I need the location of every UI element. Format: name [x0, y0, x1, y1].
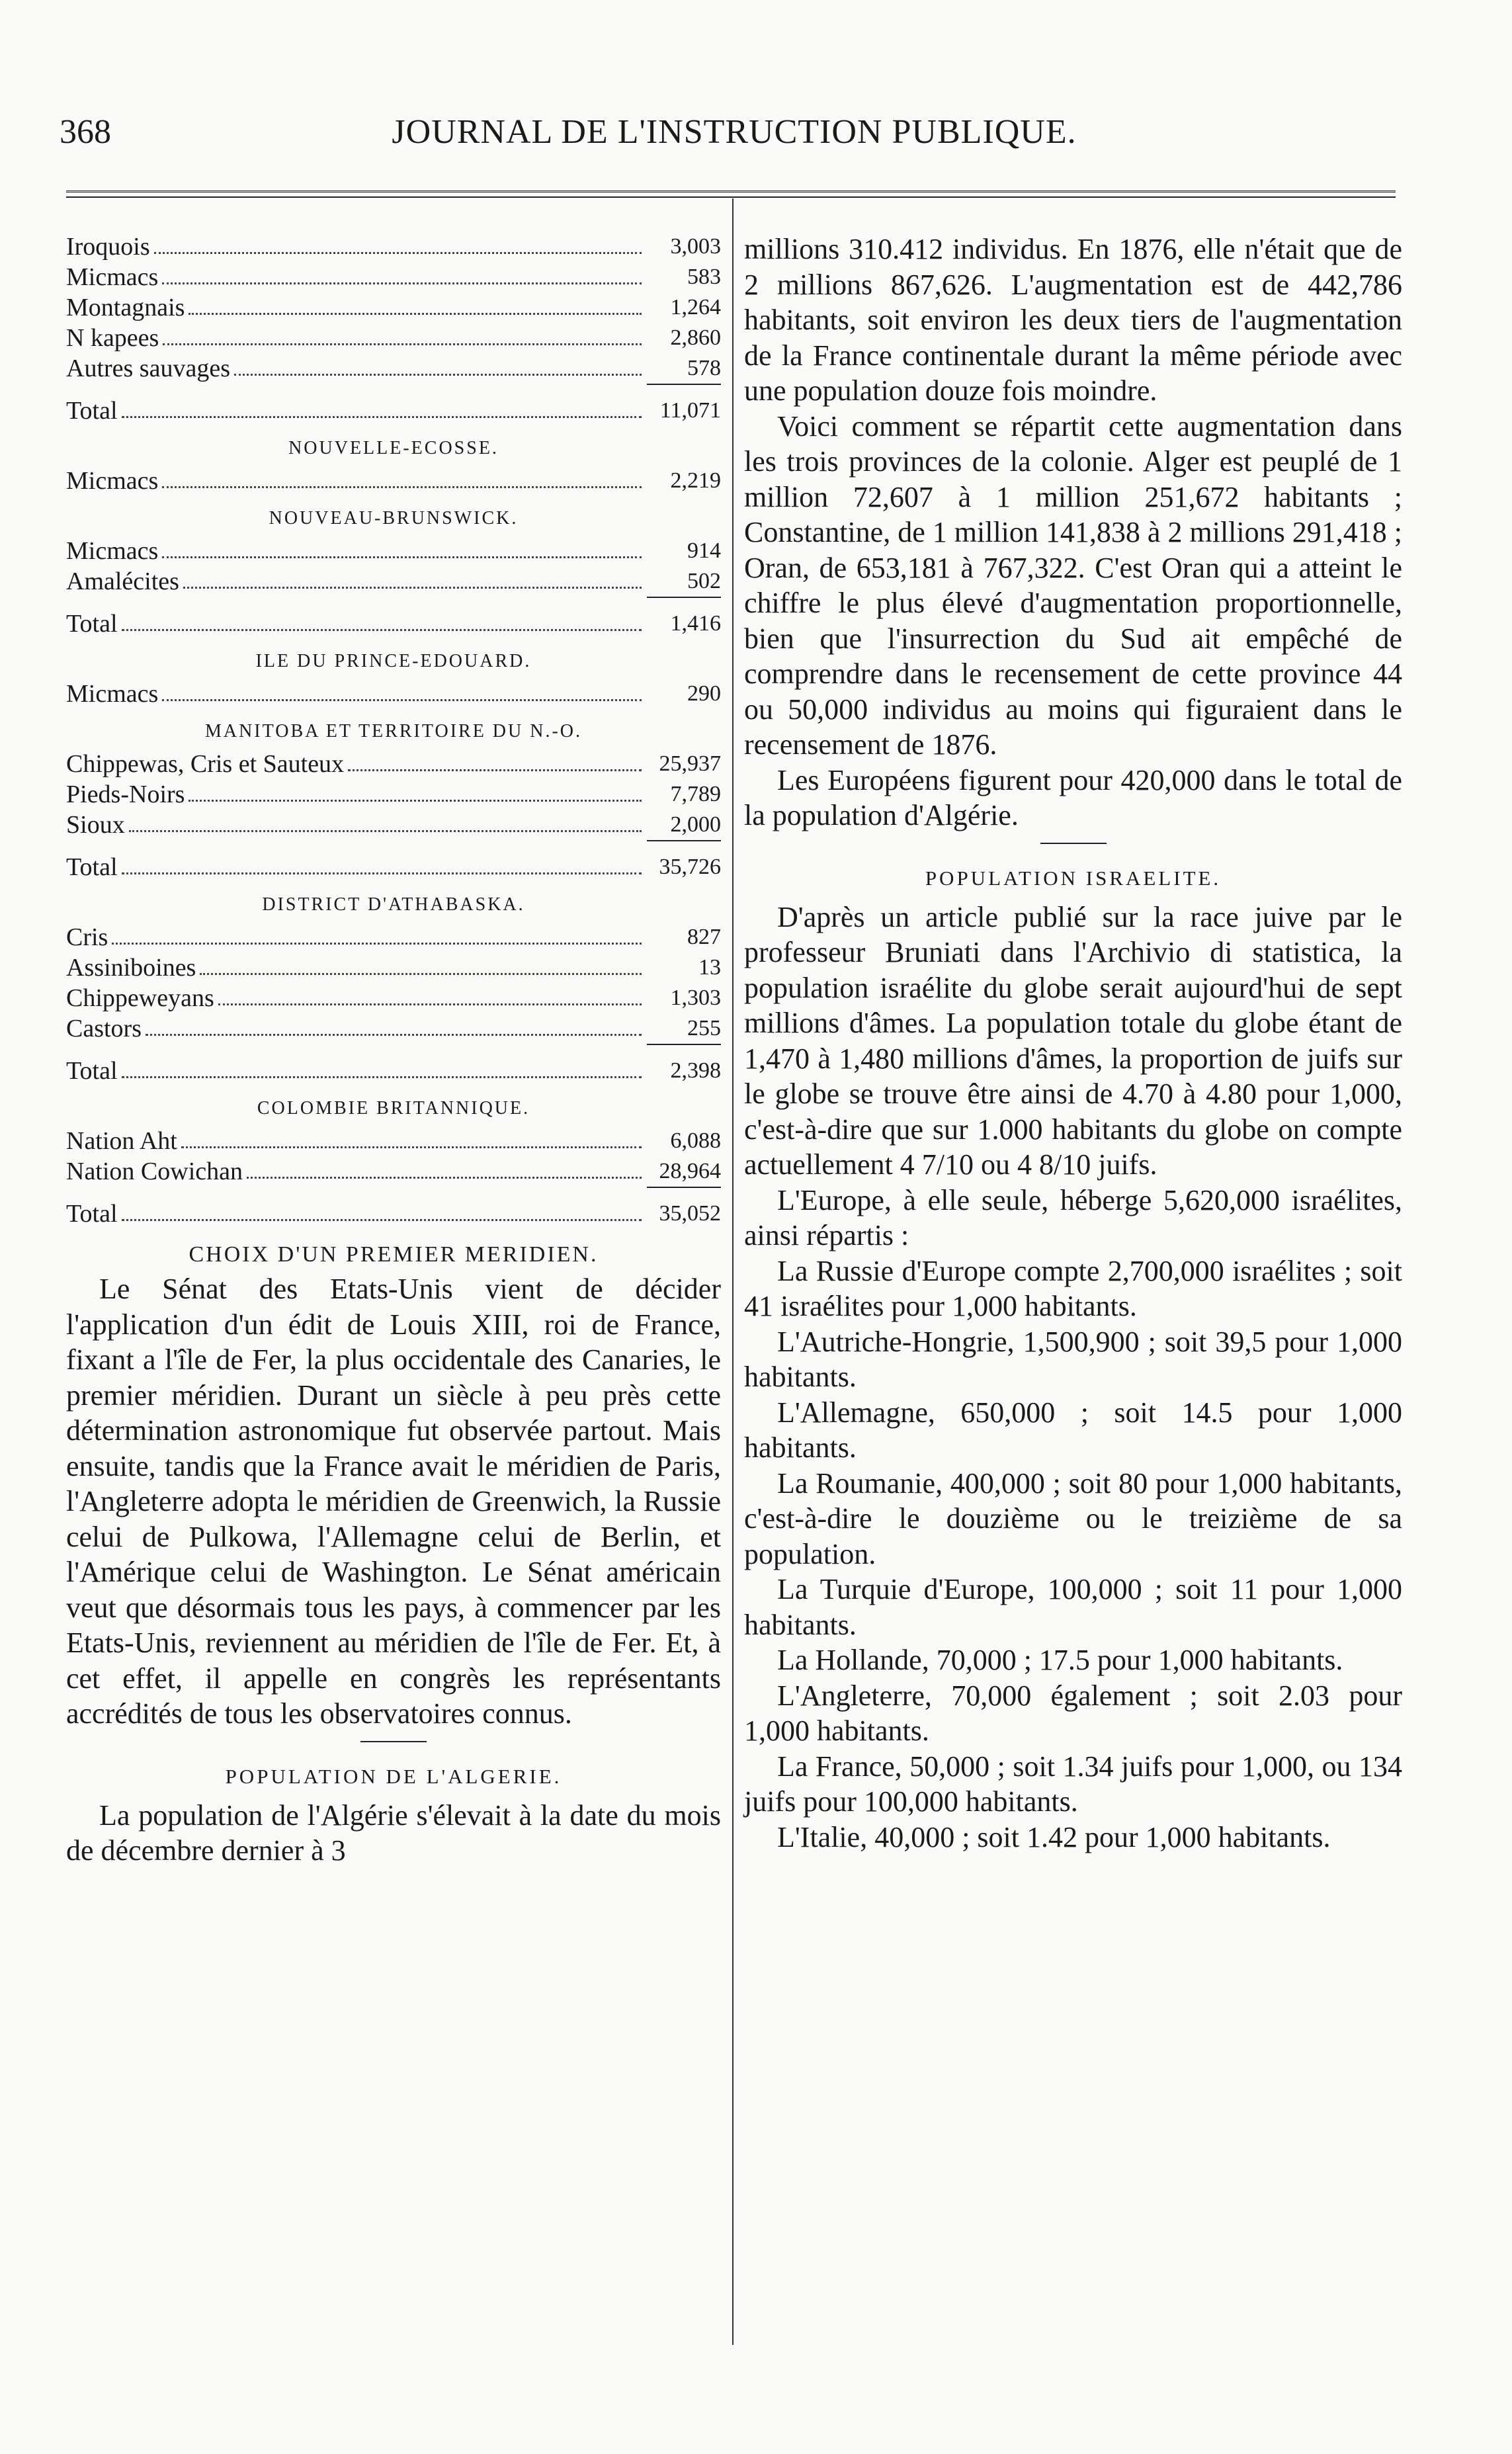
- row-name: Amalécites: [66, 568, 179, 595]
- heading-premier-meridien: CHOIX D'UN PREMIER MERIDIEN.: [189, 1242, 599, 1267]
- row-name: Iroquois: [66, 233, 150, 261]
- row-name: Pieds-Noirs: [66, 781, 185, 808]
- row-value: 13: [698, 955, 721, 980]
- row-value: 827: [687, 925, 721, 949]
- paragraph-repartition-provinces: Voici comment se répartit cette augmentation dans les trois provinces de la colonie. Alger est peuplé de 1 million 72,607 à 1 million 251,672 habitants ; Constantine, de 1 million 141,838 à 2 millions 291,418 ; Oran, de 653,181 à 767,322. C'est Oran qui a atteint le chiffre le plus élevé d'augmentation proportionnelle, bien que l'insurrection du Sud ait empêché de comprendre dans le recensement de cette province 44 ou 50,000 individus au moins qui figuraient dans le recensement de 1876.: [744, 409, 1402, 761]
- total-row: [66, 396, 721, 426]
- row-name: N kapees: [66, 324, 159, 352]
- column-divider: [732, 198, 734, 2345]
- table-row: [66, 810, 721, 840]
- row-value: 2,860: [670, 325, 721, 350]
- left-column: [66, 232, 721, 1869]
- paragraph-algerie-continued: millions 310.412 individus. En 1876, elle n'était que de 2 millions 867,626. L'augmentation est de 442,786 habitants, soit environ les deux tiers de l'augmentation de la France continentale durant la même période avec une population douze fois moindre.: [744, 233, 1402, 407]
- row-value: 3,003: [670, 234, 721, 259]
- row-value: 1,303: [670, 986, 721, 1010]
- total-label: Total: [66, 397, 118, 425]
- section-title-colombie: COLOMBIE BRITANNIQUE.: [257, 1098, 530, 1119]
- table-row: [66, 1156, 721, 1187]
- paragraph-hollande: La Hollande, 70,000 ; 17.5 pour 1,000 habitants.: [777, 1644, 1343, 1676]
- row-value: 1,264: [670, 295, 721, 319]
- total-value: 35,052: [659, 1201, 721, 1226]
- section-title-ile-prince-edouard: ILE DU PRINCE-EDOUARD.: [255, 651, 532, 671]
- heading-population-algerie: POPULATION DE L'ALGERIE.: [225, 1764, 562, 1788]
- paragraph-france: La France, 50,000 ; soit 1.34 juifs pour 1,000, ou 134 juifs pour 100,000 habitants.: [744, 1750, 1402, 1818]
- table-row: [66, 679, 721, 709]
- row-value: 583: [687, 265, 721, 289]
- table-row: [66, 779, 721, 810]
- row-name: Assiniboines: [66, 954, 196, 982]
- table-row: [66, 1126, 721, 1156]
- row-value: 502: [687, 569, 721, 593]
- row-value: 7,789: [670, 782, 721, 806]
- heading-population-israelite: POPULATION ISRAELITE.: [925, 866, 1222, 890]
- row-value: 25,937: [659, 751, 721, 776]
- table-row: [66, 466, 721, 496]
- table-row: [66, 749, 721, 779]
- total-value: 11,071: [659, 398, 721, 423]
- total-label: Total: [66, 610, 118, 638]
- row-name: Nation Aht: [66, 1127, 177, 1155]
- page-number: 368: [60, 113, 111, 151]
- total-row: [66, 1056, 721, 1086]
- paragraph-angleterre: L'Angleterre, 70,000 également ; soit 2.03 pour 1,000 habitants.: [744, 1679, 1402, 1747]
- paragraph-europe: L'Europe, à elle seule, héberge 5,620,000 israélites, ainsi répartis :: [744, 1183, 1402, 1251]
- paragraph-allemagne: L'Allemagne, 650,000 ; soit 14.5 pour 1,000 habitants.: [744, 1396, 1402, 1464]
- sum-rule: [647, 597, 721, 598]
- row-name: Nation Cowichan: [66, 1158, 243, 1185]
- paragraph-meridien: Le Sénat des Etats-Unis vient de décider l'application d'un édit de Louis XIII, roi de France, fixant a l'île de Fer, la plus occidentale des Canaries, le premier méridien. Durant un siècle à peu près cette détermination astronomique fut observée partout. Mais ensuite, tandis que la France avait le méridien de Paris, l'Angleterre adopta le méridien de Greenwich, la Russie celui de Pulkowa, l'Allemagne celui de Berlin, et l'Amérique celui de Washington. Le Sénat américain veut que désormais tous les pays, à commencer par les Etats-Unis, reviennent au méridien de l'île de Fer. Et, à cet effet, il appelle en congrès les représentants accrédités de tous les observatoires connus.: [66, 1273, 721, 1730]
- total-value: 2,398: [670, 1058, 721, 1083]
- section-title-manitoba: MANITOBA ET TERRITOIRE DU N.-O.: [204, 721, 583, 741]
- row-name: Chippewas, Cris et Sauteux: [66, 750, 345, 778]
- section-title-nouveau-brunswick: NOUVEAU-BRUNSWICK.: [269, 508, 519, 529]
- row-value: 914: [687, 538, 721, 563]
- paragraph-article-bruniati: D'après un article publié sur la race juive par le professeur Bruniati dans l'Archivio di statistica, la population israélite du globe serait aujourd'hui de sept millions d'âmes. La population totale du globe étant de 1,470 à 1,480 millions d'âmes, la proportion de juifs sur le globe se trouve être ainsi de 4.70 à 4.80 pour 1,000, c'est-à-dire que sur 1.000 habitants du globe on compte actuellement 4 7/10 ou 4 8/10 juifs.: [744, 900, 1402, 1181]
- row-name: Micmacs: [66, 467, 159, 495]
- section-rule: [1040, 843, 1107, 844]
- paragraph-europeens: Les Européens figurent pour 420,000 dans le total de la population d'Algérie.: [744, 763, 1402, 831]
- table-row: [66, 536, 721, 566]
- table-row: [66, 353, 721, 384]
- paragraph-turquie: La Turquie d'Europe, 100,000 ; soit 11 pour 1,000 habitants.: [744, 1573, 1402, 1641]
- table-row: [66, 566, 721, 597]
- row-name: Micmacs: [66, 680, 159, 708]
- row-name: Montagnais: [66, 294, 185, 321]
- sum-rule: [647, 1044, 721, 1045]
- table-row: [66, 292, 721, 323]
- row-value: 6,088: [670, 1128, 721, 1153]
- total-label: Total: [66, 853, 118, 881]
- row-value: 2,219: [670, 468, 721, 493]
- row-value: 2,000: [670, 812, 721, 837]
- table-row: [66, 262, 721, 292]
- total-label: Total: [66, 1057, 118, 1085]
- row-name: Castors: [66, 1015, 142, 1042]
- sum-rule: [647, 840, 721, 841]
- row-name: Cris: [66, 923, 108, 951]
- section-title-athabaska: DISTRICT D'ATHABASKA.: [262, 894, 525, 915]
- row-name: Sioux: [66, 811, 125, 839]
- total-label: Total: [66, 1200, 118, 1228]
- row-value: 578: [687, 356, 721, 380]
- section-rule: [360, 1741, 427, 1742]
- population-table-quebec: [66, 232, 721, 426]
- page-header: [53, 112, 1415, 165]
- row-name: Micmacs: [66, 263, 159, 291]
- right-column: [744, 232, 1402, 1855]
- table-row: [66, 1013, 721, 1044]
- table-row: [66, 922, 721, 952]
- table-row: [66, 323, 721, 353]
- total-row: [66, 1199, 721, 1229]
- running-title: JOURNAL DE L'INSTRUCTION PUBLIQUE.: [392, 113, 1077, 151]
- row-name: Micmacs: [66, 537, 159, 565]
- paragraph-italie: L'Italie, 40,000 ; soit 1.42 pour 1,000 habitants.: [777, 1820, 1331, 1853]
- total-row: [66, 852, 721, 882]
- paragraph-roumanie: La Roumanie, 400,000 ; soit 80 pour 1,000 habitants, c'est-à-dire le douzième ou le treizième de sa population.: [744, 1466, 1402, 1570]
- row-name: Chippeweyans: [66, 984, 214, 1012]
- total-row: [66, 609, 721, 639]
- table-row: [66, 983, 721, 1013]
- row-value: 290: [687, 681, 721, 706]
- total-value: 35,726: [659, 855, 721, 879]
- paragraph-autriche-hongrie: L'Autriche-Hongrie, 1,500,900 ; soit 39,5 pour 1,000 habitants.: [744, 1325, 1402, 1393]
- row-value: 255: [687, 1016, 721, 1040]
- section-title-nouvelle-ecosse: NOUVELLE-ECOSSE.: [288, 438, 499, 458]
- total-value: 1,416: [670, 611, 721, 636]
- table-row: [66, 952, 721, 983]
- row-value: 28,964: [659, 1159, 721, 1183]
- sum-rule: [647, 384, 721, 385]
- header-rule: [66, 190, 1396, 198]
- paragraph-russie: La Russie d'Europe compte 2,700,000 israélites ; soit 41 israélites pour 1,000 habitants.: [744, 1254, 1402, 1322]
- paragraph-algerie-start: La population de l'Algérie s'élevait à la date du mois de décembre dernier à 3: [66, 1798, 721, 1867]
- row-name: Autres sauvages: [66, 355, 230, 382]
- sum-rule: [647, 1187, 721, 1188]
- table-row: [66, 232, 721, 262]
